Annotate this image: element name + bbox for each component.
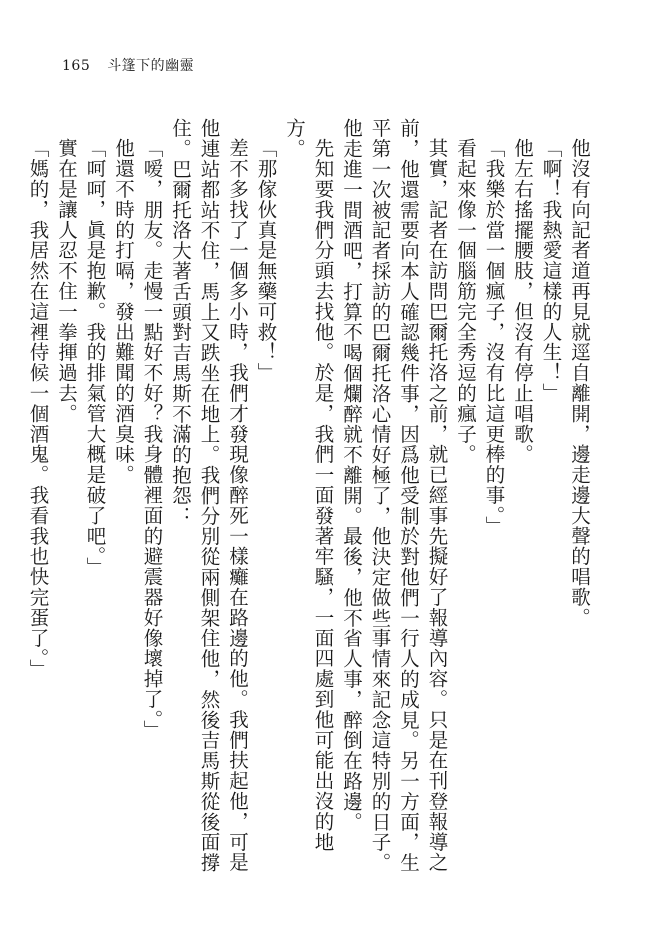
paragraph: 「啊！我熱愛這樣的人生！」 — [539, 137, 563, 403]
paragraph: 「嗳，朋友。走慢一點好不好？我身體裡面的避震器好像壞掉了。」 — [140, 137, 164, 740]
paragraph: 先知要我們分頭去找他。於是，我們一面發著牢騷，一面四處到他可能出沒的地方。 — [283, 118, 335, 852]
paragraph: 實在是讓人忍不住一拳揮過去。 — [55, 137, 78, 424]
paragraph: 看起來像一個腦筋完全秀逗的瘋子。 — [454, 137, 477, 464]
paragraph: 「那傢伙真是無藥可救！」 — [254, 137, 278, 383]
paragraph: 「呵呵，眞是抱歉。我的排氣管大概是破了吧。」 — [83, 137, 107, 577]
paragraph: 「我樂於當一個瘋子，沒有比這更棒的事。」 — [482, 137, 506, 536]
paragraph: 「媽的，我居然在這裡侍候一個酒鬼。我看我也快完蛋了。」 — [26, 137, 50, 679]
paragraph: 他沒有向記者道再見就逕自離開，邊走邊大聲的唱歌。 — [568, 137, 591, 628]
running-header — [62, 55, 194, 75]
page-number: 165 — [62, 58, 91, 74]
book-title: 斗篷下的幽靈 — [107, 58, 195, 74]
paragraph: 差不多找了一個多小時，我們才發現像醉死一樣癱在路邊的他。我們扶起他，可是他連站都站不住，馬上又跌坐在地上。我們分別從兩側架住他，然後吉馬斯從後面撐住。巴爾托洛大著舌頭對吉馬斯不滿的抱怨： — [169, 118, 249, 873]
paragraph: 其實，記者在訪問巴爾托洛之前，就已經事先擬好了報導內容。只是在刊登報導之前，他還需要向本人確認幾件事，因爲他受制於對他們一行人的成見。另一方面，生平第一次被記者採訪的巴爾托洛心情好極了，他決定做些事情來記念這特別的日子。他走進一間酒吧，打算不喝個爛醉就不離開。最後，他不省人事，醉倒在路邊。 — [340, 118, 449, 873]
paragraph: 他還不時的打嗝，發出難聞的酒臭味。 — [112, 137, 135, 485]
paragraph: 他左右搖擺腰肢，但沒有停止唱歌。 — [511, 137, 534, 464]
body-text — [26, 118, 593, 878]
